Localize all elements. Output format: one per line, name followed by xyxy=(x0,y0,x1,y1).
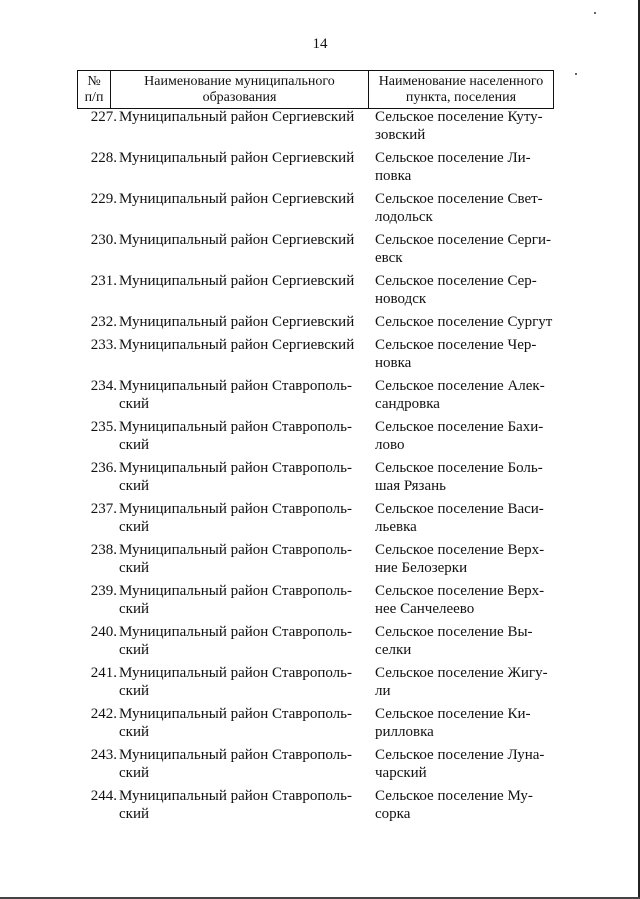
municipality-line-1: Муниципальный район Сергиевский xyxy=(119,337,355,353)
settlement-line-1: Сельское поселение Жигу- xyxy=(375,665,548,681)
municipality-line-1: Муниципальный район Ставрополь- xyxy=(119,583,352,599)
settlement-line-1: Сельское поселение Боль- xyxy=(375,460,543,476)
header-municipality-line-1: Наименование муниципального xyxy=(144,73,335,89)
municipality-line-1: Муниципальный район Ставрополь- xyxy=(119,747,352,763)
settlement-line-1: Сельское поселение Свет- xyxy=(375,191,543,207)
row-number: 228. xyxy=(90,150,117,166)
municipality-line-1: Муниципальный район Ставрополь- xyxy=(119,542,352,558)
municipality-line-2: ский xyxy=(119,806,149,822)
municipality-line-2: ский xyxy=(119,601,149,617)
settlement-line-1: Сельское поселение Алек- xyxy=(375,378,545,394)
settlement-line-1: Сельское поселение Серги- xyxy=(375,232,551,248)
header-number-line-1: № xyxy=(87,73,101,89)
municipality-line-2: ский xyxy=(119,560,149,576)
row-number: 227. xyxy=(90,109,117,125)
municipality-line-1: Муниципальный район Сергиевский xyxy=(119,109,355,125)
settlement-line-2: нее Санчелеево xyxy=(375,601,475,617)
row-number: 230. xyxy=(90,232,117,248)
row-number: 239. xyxy=(90,583,117,599)
municipality-line-1: Муниципальный район Ставрополь- xyxy=(119,501,352,517)
settlement-line-2: евск xyxy=(375,250,403,266)
settlement-line-2: лодольск xyxy=(375,209,433,225)
municipality-line-2: ский xyxy=(119,478,149,494)
municipality-line-2: ский xyxy=(119,437,149,453)
municipality-line-1: Муниципальный район Ставрополь- xyxy=(119,788,352,804)
municipality-line-1: Муниципальный район Сергиевский xyxy=(119,150,355,166)
settlement-line-2: льевка xyxy=(375,519,417,535)
settlement-line-2: сорка xyxy=(375,806,411,822)
settlement-line-1: Сельское поселение Му- xyxy=(375,788,533,804)
scan-speck xyxy=(575,73,577,75)
settlement-line-1: Сельское поселение Верх- xyxy=(375,583,545,599)
row-number: 234. xyxy=(90,378,117,394)
row-number: 243. xyxy=(90,747,117,763)
municipality-line-1: Муниципальный район Ставрополь- xyxy=(119,419,352,435)
header-settlement-line-1: Наименование населенного xyxy=(378,73,544,89)
municipality-line-1: Муниципальный район Сергиевский xyxy=(119,273,355,289)
settlement-line-1: Сельское поселение Бахи- xyxy=(375,419,544,435)
settlement-line-2: ли xyxy=(375,683,391,699)
settlement-line-1: Сельское поселение Сер- xyxy=(375,273,537,289)
settlement-line-1: Сельское поселение Ки- xyxy=(375,706,531,722)
municipality-line-2: ский xyxy=(119,396,149,412)
row-number: 242. xyxy=(90,706,117,722)
row-number: 238. xyxy=(90,542,117,558)
municipality-line-2: ский xyxy=(119,519,149,535)
row-number: 229. xyxy=(90,191,117,207)
settlement-line-2: селки xyxy=(375,642,412,658)
scan-speck xyxy=(594,12,596,14)
settlement-line-1: Сельское поселение Ли- xyxy=(375,150,531,166)
settlement-line-2: лово xyxy=(375,437,405,453)
row-number: 236. xyxy=(90,460,117,476)
row-number: 231. xyxy=(90,273,117,289)
municipality-line-2: ский xyxy=(119,683,149,699)
municipality-line-1: Муниципальный район Сергиевский xyxy=(119,314,355,330)
settlement-line-1: Сельское поселение Луна- xyxy=(375,747,545,763)
row-number: 235. xyxy=(90,419,117,435)
municipality-line-1: Муниципальный район Ставрополь- xyxy=(119,378,352,394)
settlement-line-1: Сельское поселение Васи- xyxy=(375,501,544,517)
municipality-line-1: Муниципальный район Ставрополь- xyxy=(119,460,352,476)
row-number: 237. xyxy=(90,501,117,517)
settlement-line-1: Сельское поселение Чер- xyxy=(375,337,537,353)
municipality-line-2: ский xyxy=(119,724,149,740)
settlement-line-2: зовский xyxy=(375,127,426,143)
settlement-line-2: сандровка xyxy=(375,396,440,412)
row-number: 233. xyxy=(90,337,117,353)
row-number: 232. xyxy=(90,314,117,330)
settlement-line-2: шая Рязань xyxy=(375,478,446,494)
settlement-line-2: повка xyxy=(375,168,412,184)
settlement-line-1: Сельское поселение Сургут xyxy=(375,314,553,330)
row-number: 244. xyxy=(90,788,117,804)
settlement-line-2: чарский xyxy=(375,765,427,781)
municipality-line-2: ский xyxy=(119,765,149,781)
settlement-line-1: Сельское поселение Куту- xyxy=(375,109,543,125)
municipality-line-1: Муниципальный район Ставрополь- xyxy=(119,706,352,722)
header-municipality-line-2: образования xyxy=(202,89,277,105)
settlement-line-2: новодск xyxy=(375,291,427,307)
municipality-line-1: Муниципальный район Сергиевский xyxy=(119,232,355,248)
row-number: 240. xyxy=(90,624,117,640)
settlement-line-1: Сельское поселение Верх- xyxy=(375,542,545,558)
municipality-line-1: Муниципальный район Ставрополь- xyxy=(119,665,352,681)
municipality-line-1: Муниципальный район Сергиевский xyxy=(119,191,355,207)
municipality-line-1: Муниципальный район Ставрополь- xyxy=(119,624,352,640)
settlement-line-2: рилловка xyxy=(375,724,434,740)
settlement-line-1: Сельское поселение Вы- xyxy=(375,624,533,640)
page-number: 14 xyxy=(312,36,328,52)
municipality-line-2: ский xyxy=(119,642,149,658)
settlement-line-2: новка xyxy=(375,355,412,371)
header-number-line-2: п/п xyxy=(84,89,104,105)
row-number: 241. xyxy=(90,665,117,681)
header-settlement-line-2: пункта, поселения xyxy=(405,89,517,105)
settlement-line-2: ние Белозерки xyxy=(375,560,468,576)
